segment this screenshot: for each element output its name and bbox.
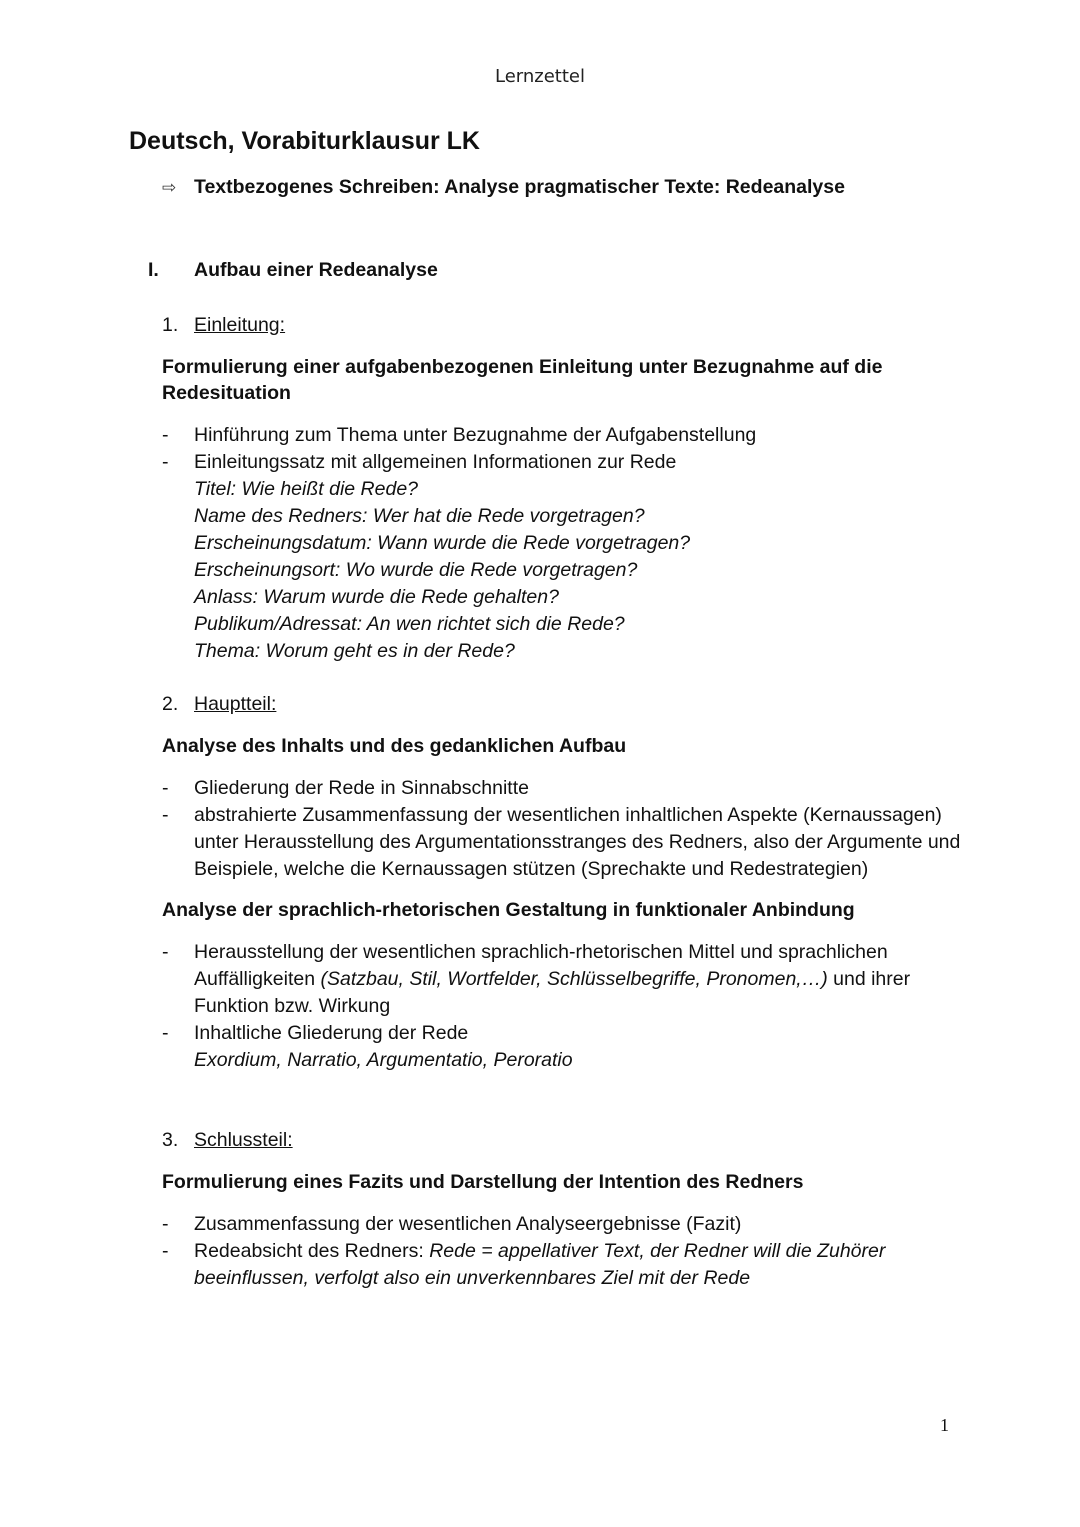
- hauptteil-label: Hauptteil:: [194, 693, 277, 715]
- list-item-text: Gliederung der Rede in Sinnabschnitte: [194, 777, 529, 799]
- list-item-text: abstrahierte Zusammenfassung der wesentlichen inhaltlichen Aspekte (Kernaussagen) unter Herausstellung des Argumentationsstranges des Redners, also der Argumente und Beispiele, welche die Kernaussagen stützen (Sprechakte und Redestrategien): [194, 804, 961, 880]
- page-number: 1: [940, 1415, 949, 1435]
- question-line: Anlass: Warum wurde die Rede gehalten?: [194, 586, 559, 608]
- list-item: [162, 939, 962, 1020]
- list-item-text: Inhaltliche Gliederung der Rede: [194, 1022, 469, 1044]
- list-item-text: und ihrer Funktion bzw. Wirkung: [194, 968, 911, 1017]
- question-line: Name des Redners: Wer hat die Rede vorgetragen?: [194, 505, 645, 527]
- list-item-italic-line: Exordium, Narratio, Argumentatio, Peroratio: [194, 1049, 573, 1071]
- hauptteil-number: 2.: [162, 693, 179, 715]
- list-item-text: Herausstellung der wesentlichen sprachlich-rhetorischen Mittel und sprachlichen Auffälligkeiten: [194, 941, 888, 990]
- arrow-right-icon: ⇨: [162, 178, 177, 198]
- question-line: Titel: Wie heißt die Rede?: [194, 478, 419, 500]
- section-heading: [148, 259, 438, 282]
- question-line: Publikum/Adressat: An wen richtet sich die Rede?: [194, 613, 625, 635]
- list-item: [162, 1020, 962, 1074]
- schlussteil-bold-heading: Formulierung eines Fazits und Darstellung der Intention des Redners: [162, 1171, 804, 1193]
- list-item: [162, 1211, 962, 1238]
- hauptteil-list-1: [162, 775, 962, 883]
- einleitung-list: [162, 422, 962, 665]
- schlussteil-section: [162, 1127, 962, 1292]
- list-item-text: Redeabsicht des Redners:: [194, 1240, 430, 1262]
- list-item: [162, 775, 962, 802]
- schlussteil-label: Schlussteil:: [194, 1129, 293, 1151]
- einleitung-label: Einleitung:: [194, 314, 286, 336]
- subtitle-text: Textbezogenes Schreiben: Analyse pragmatischer Texte: Redeanalyse: [194, 176, 845, 198]
- hauptteil-heading: [162, 691, 962, 718]
- page-header: Lernzettel: [495, 66, 585, 87]
- list-item: [162, 1238, 962, 1292]
- section-number: I.: [148, 259, 159, 281]
- question-line: Erscheinungsort: Wo wurde die Rede vorgetragen?: [194, 559, 638, 581]
- list-item: [162, 449, 962, 665]
- list-item-text: Einleitungssatz mit allgemeinen Informationen zur Rede: [194, 451, 677, 473]
- hauptteil-bold-heading-1: Analyse des Inhalts und des gedanklichen Aufbau: [162, 735, 627, 757]
- question-line: Erscheinungsdatum: Wann wurde die Rede vorgetragen?: [194, 532, 691, 554]
- einleitung-section: [162, 312, 962, 665]
- list-item-text: Hinführung zum Thema unter Bezugnahme der Aufgabenstellung: [194, 424, 757, 446]
- section-title: Aufbau einer Redeanalyse: [194, 259, 438, 281]
- list-item-italic-text: (Satzbau, Stil, Wortfelder, Schlüsselbegriffe, Pronomen,…): [320, 968, 828, 990]
- list-item-italic-text: Rede = appellativer Text, der Redner will die Zuhörer beeinflussen, verfolgt also ein unverkennbares Ziel mit der Rede: [194, 1240, 886, 1289]
- subtitle: [162, 176, 845, 199]
- schlussteil-number: 3.: [162, 1129, 179, 1151]
- question-line: Thema: Worum geht es in der Rede?: [194, 640, 515, 662]
- einleitung-heading: [162, 312, 962, 339]
- list-item: [162, 422, 962, 449]
- hauptteil-section: [162, 691, 962, 1074]
- schlussteil-heading: [162, 1127, 962, 1154]
- schlussteil-list: [162, 1211, 962, 1292]
- list-item: [162, 802, 962, 883]
- einleitung-number: 1.: [162, 314, 179, 336]
- einleitung-bold-heading: Formulierung einer aufgabenbezogenen Einleitung unter Bezugnahme auf die Redesituation: [162, 356, 883, 404]
- hauptteil-list-2: [162, 939, 962, 1074]
- list-item-text: Zusammenfassung der wesentlichen Analyseergebnisse (Fazit): [194, 1213, 742, 1235]
- document-title: Deutsch, Vorabiturklausur LK: [129, 127, 480, 155]
- hauptteil-bold-heading-2: Analyse der sprachlich-rhetorischen Gestaltung in funktionaler Anbindung: [162, 899, 855, 921]
